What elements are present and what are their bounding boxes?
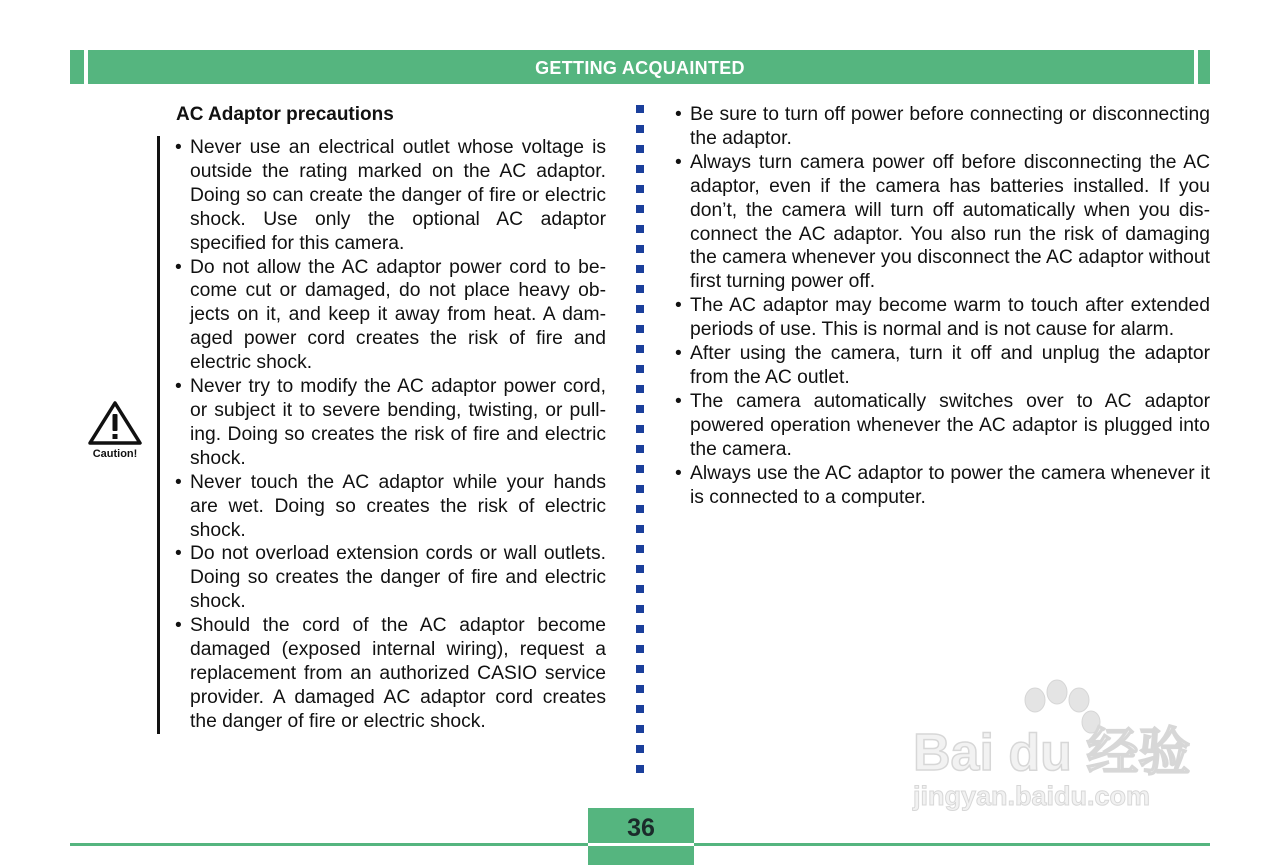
list-item: • Should the cord of the AC adaptor become damaged (exposed internal wiring), request a replacement from an authorized CASIO service provider. A damaged AC adaptor cord creates the danger of fire or electric shock. [172,614,606,734]
watermark-brand: Bai du 经验 [913,724,1191,782]
header-separator-right [1194,50,1198,84]
list-item: • After using the camera, turn it off and unplug the adaptor from the AC outlet. [672,342,1210,390]
list-item: • Be sure to turn off power before connecting or disconnecting the adaptor. [672,103,1210,151]
caution-block [84,400,146,460]
list-item: • Never touch the AC adaptor while your hands are wet. Doing so creates the risk of electric shock. [172,471,606,543]
list-item: • Do not allow the AC adaptor power cord to become cut or damaged, do not place heavy objects on it, and keep it away from heat. A damaged power cord creates the risk of fire and electric shock. [172,256,606,376]
caution-rule [157,136,160,734]
caution-label: Caution! [92,448,138,460]
list-item: • Do not overload extension cords or wall outlets. Doing so creates the danger of fire and electric shock. [172,542,606,614]
page-number-box [588,808,694,865]
watermark-url: jingyan.baidu.com [913,781,1151,811]
header-bar [70,50,1210,84]
page-title: GETTING ACQUAINTED [535,58,745,78]
baidu-watermark [905,670,1205,820]
list-item: • Never try to modify the AC adaptor power cord, or subject it to severe bending, twisting, or pulling. Doing so creates the risk of fire and electric shock. [172,375,606,471]
page-number: 36 [627,814,655,842]
list-item: • Always turn camera power off before disconnecting the AC adaptor, even if the camera has batteries installed. If you don’t, the camera will turn off automatically when you disconnect the AC adaptor. You also run the risk of damaging the camera whenever you disconnect the AC adaptor without first turning power off. [672,151,1210,294]
list-item: • The camera automatically switches over to AC adaptor powered operation whenever the AC adaptor is plugged into the camera. [672,390,1210,462]
list-item: • Always use the AC adaptor to power the camera whenever it is connected to a computer. [672,462,1210,510]
section-heading: AC Adaptor precautions [176,104,394,125]
right-column [672,103,1210,509]
column-divider [636,105,644,775]
list-item: • Never use an electrical outlet whose voltage is outside the rating marked on the AC adaptor. Doing so can create the danger of fire or electric shock. Use only the optional AC adaptor specified for this camera. [172,136,606,256]
list-item: • The AC adaptor may become warm to touch after extended periods of use. This is normal and is not cause for alarm. [672,294,1210,342]
warning-triangle-icon [87,400,143,446]
left-column [172,136,606,734]
